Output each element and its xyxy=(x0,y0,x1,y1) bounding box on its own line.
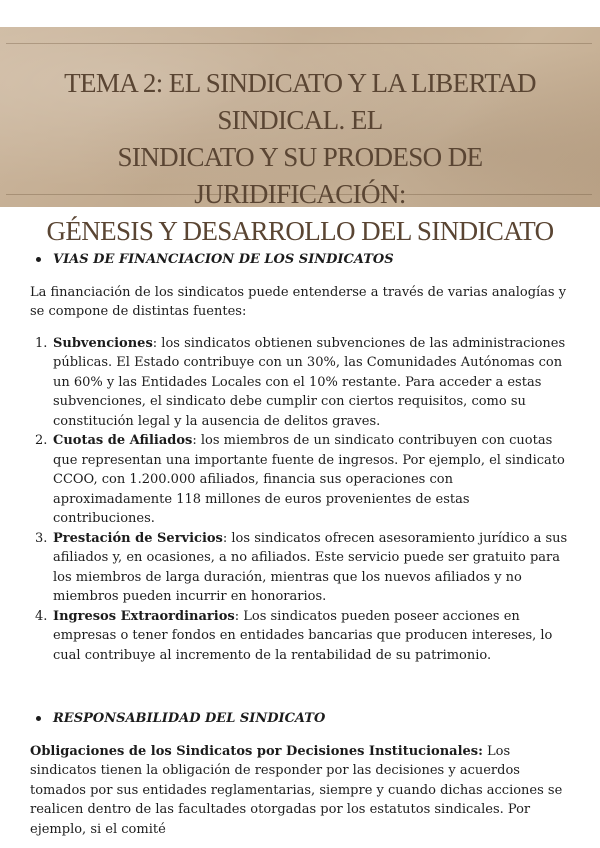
document-body xyxy=(30,250,575,839)
list-item xyxy=(30,334,575,432)
paragraph-text: Los sindicatos tienen la obligación de responder por las decisiones y acuerdos tomados por sus entidades reglamentarias, siempre y cuando dichas acciones se realicen dentro de las facultades otorgadas por los estatutos sindicales. Por ejemplo, si el comité xyxy=(30,743,563,837)
list-item-text: : los sindicatos ofrecen asesoramiento jurídico a sus afiliados y, en ocasiones, a no afiliados. Este servicio puede ser gratuito para los miembros de larga duración, mientras que los nuevos afiliados y no miembros pueden incurrir en honorarios. xyxy=(53,530,568,604)
list-number: 2. xyxy=(35,433,48,448)
paragraph-lead: Obligaciones de los Sindicatos por Decisiones Institucionales: xyxy=(30,743,483,759)
list-item-text: : los sindicatos obtienen subvenciones de las administraciones públicas. El Estado contribuye con un 30%, las Comunidades Autónomas con un 60% y las Entidades Locales con el 10% restante. Para acceder a estas subvenciones, el sindicato debe cumplir con ciertos requisitos, como su constitución legal y la ausencia de delitos graves. xyxy=(53,335,566,429)
intro-paragraph: La financiación de los sindicatos puede entenderse a través de varias analogías y se compone de distintas fuentes: xyxy=(30,284,567,319)
list-item xyxy=(30,529,575,607)
list-number: 3. xyxy=(35,530,48,546)
list-item-term: Prestación de Servicios xyxy=(53,530,223,546)
list-item-term: Subvenciones xyxy=(53,335,153,351)
list-number: 4. xyxy=(35,608,48,624)
header-banner xyxy=(0,27,600,246)
list-item xyxy=(30,607,575,666)
list-number: 1. xyxy=(35,335,48,351)
list-item xyxy=(30,431,575,529)
page-title xyxy=(14,65,586,250)
section-heading-text: RESPONSABILIDAD DEL SINDICATO xyxy=(53,711,326,726)
section-heading-text: VIAS DE FINANCIACION DE LOS SINDICATOS xyxy=(53,252,394,267)
responsibility-paragraph xyxy=(30,742,575,840)
title-line-2: SINDICATO Y SU PRODESO DE JURIDIFICACIÓN: xyxy=(117,142,483,209)
bullet-icon xyxy=(36,716,41,721)
title-line-1: TEMA 2: EL SINDICATO Y LA LIBERTAD SINDICAL. EL xyxy=(64,68,536,135)
title-line-3: GÉNESIS Y DESARROLLO DEL SINDICATO xyxy=(46,216,554,246)
section-heading-responsibility xyxy=(36,709,575,729)
bullet-icon xyxy=(36,257,41,262)
section-heading-financing xyxy=(36,250,575,270)
list-item-text: : los miembros de un sindicato contribuyen con cuotas que representan una importante fuente de ingresos. Por ejemplo, el sindicato CCOO, con 1.200.000 afiliados, financia sus operaciones con aproximadamente 118 millones de euros provenientes de estas contribuciones. xyxy=(53,433,565,526)
list-item-term: Ingresos Extraordinarios xyxy=(53,608,235,624)
financing-sources-list xyxy=(30,334,575,666)
list-item-text: : Los sindicatos pueden poseer acciones en empresas o tener fondos en entidades bancarias que producen intereses, lo cual contribuye al incremento de la rentabilidad de su patrimonio. xyxy=(53,608,553,663)
list-item-term: Cuotas de Afiliados xyxy=(53,433,193,448)
